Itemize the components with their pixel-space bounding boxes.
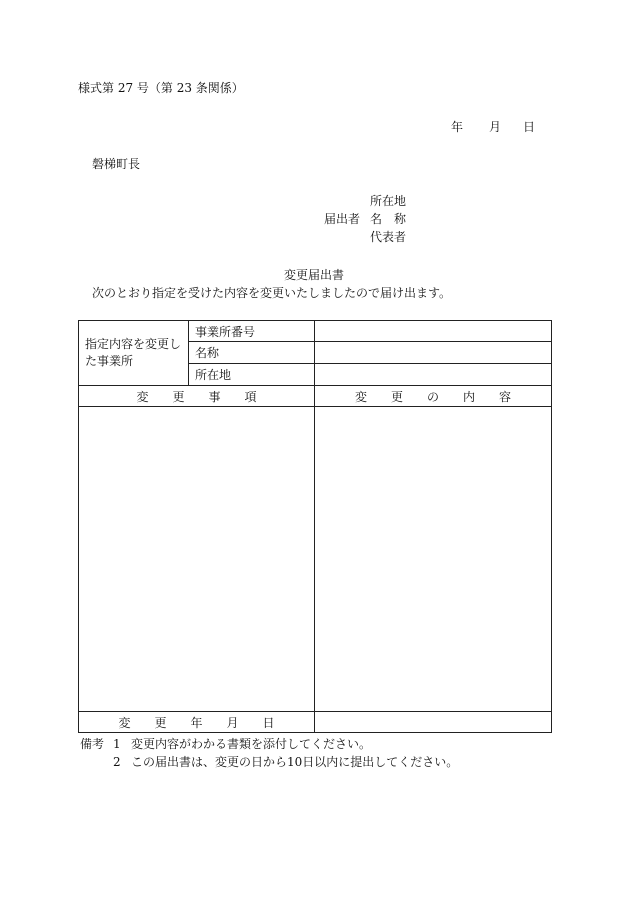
note-1-text: 変更内容がわかる書類を添付してください。	[131, 737, 372, 751]
change-form-table	[78, 320, 552, 733]
change-date-field[interactable]	[315, 712, 552, 733]
change-content-header: 変 更 の 内 容	[315, 386, 552, 407]
date-year: 年	[451, 120, 464, 134]
notes-label: 備考	[80, 737, 105, 751]
date-month: 月	[489, 120, 502, 134]
document-title: 変更届出書	[284, 268, 345, 282]
date-day: 日	[523, 120, 536, 134]
form-id: 様式第 27 号（第 23 条関係）	[78, 81, 244, 95]
office-address-field[interactable]	[315, 364, 552, 386]
change-content-field[interactable]	[315, 407, 552, 712]
note-1-num: 1	[113, 737, 121, 751]
office-label-cell	[79, 321, 189, 386]
intro-text: 次のとおり指定を受けた内容を変更いたしましたので届け出ます。	[92, 286, 452, 300]
note-2-text: この届出書は、変更の日から10日以内に提出してください。	[131, 755, 459, 769]
office-name-field[interactable]	[315, 342, 552, 364]
addressee: 磐梯町長	[92, 157, 141, 171]
office-address-label: 所在地	[189, 364, 315, 386]
office-label: 指定内容を変更した事業所	[85, 337, 182, 368]
applicant-address-label: 所在地	[370, 194, 407, 208]
change-item-header: 変 更 事 項	[79, 386, 315, 407]
office-name-label: 名称	[189, 342, 315, 364]
change-date-label: 変 更 年 月 日	[79, 712, 315, 733]
applicant-rep-label: 代表者	[370, 230, 407, 244]
applicant-label: 届出者	[324, 212, 361, 226]
change-item-field[interactable]	[79, 407, 315, 712]
note-2-num: 2	[113, 755, 121, 769]
applicant-name-label: 名 称	[370, 212, 407, 226]
office-number-label: 事業所番号	[189, 321, 315, 342]
office-number-field[interactable]	[315, 321, 552, 342]
